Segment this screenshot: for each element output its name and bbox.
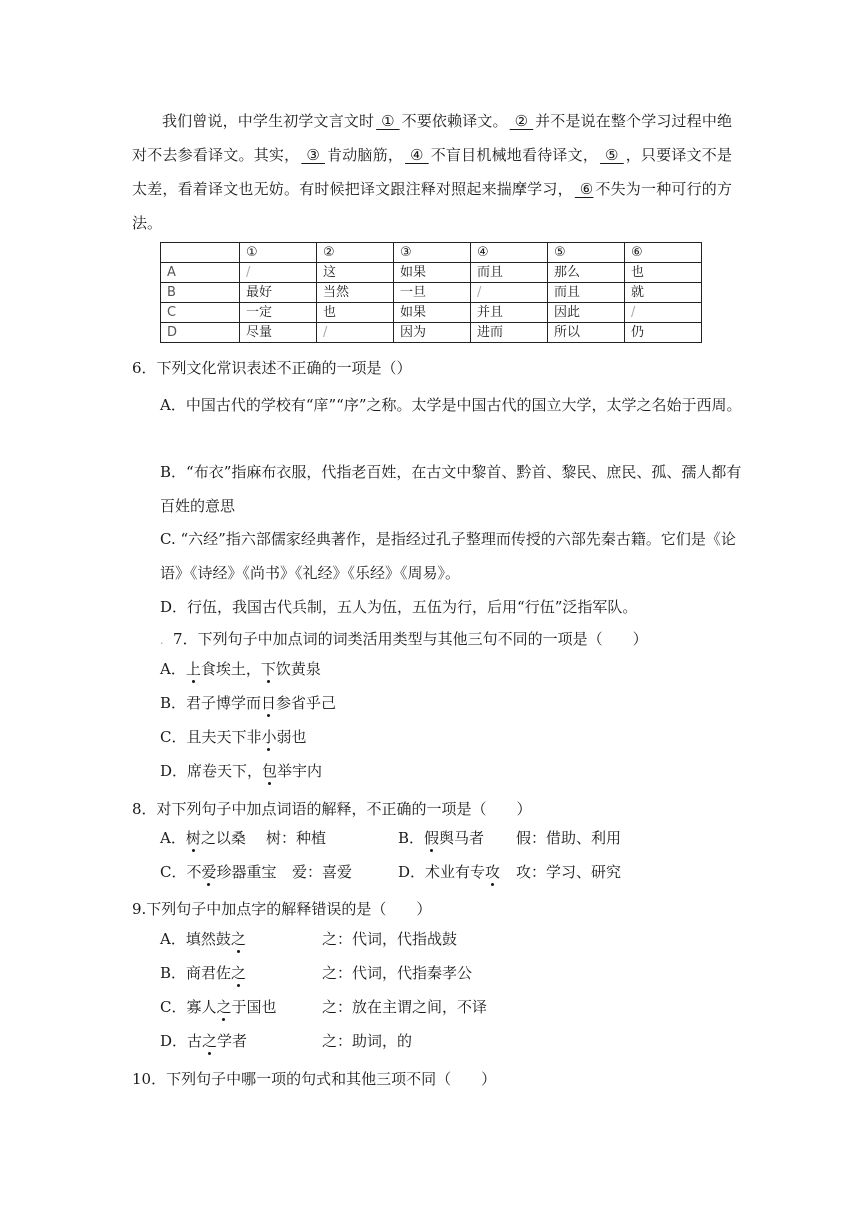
option-text: 饮黄泉	[275, 660, 321, 678]
dotted-word: 之	[231, 964, 247, 982]
table-cell: ③	[394, 243, 471, 263]
table-header-row	[161, 243, 702, 263]
question-9-option-a	[160, 928, 246, 950]
passage-text: 不失为一种可行的方法。	[132, 180, 732, 232]
option-text: D．术业有专	[398, 863, 486, 881]
dotted-word: 小	[261, 728, 277, 746]
option-text: 于国也	[231, 998, 277, 1016]
option-text: 之以桑	[200, 829, 246, 847]
option-text: 学者	[217, 1032, 248, 1050]
table-cell: 也	[317, 303, 394, 323]
blank-5: ⑤	[600, 146, 624, 164]
table-cell: ④	[471, 243, 548, 263]
dotted-word: 日	[261, 694, 277, 712]
question-9-option-c-explanation: 之：放在主谓之间，不译	[322, 998, 488, 1016]
dotted-word: 包	[262, 762, 278, 780]
table-cell: A	[161, 263, 240, 283]
table-cell: /	[317, 323, 394, 343]
blank-1: ①	[376, 112, 400, 130]
table-cell: ②	[317, 243, 394, 263]
question-7-option-b	[160, 692, 336, 714]
dotted-word: 树	[185, 829, 201, 847]
option-text: B．君子博学而	[160, 694, 262, 712]
dotted-word: 假	[424, 829, 440, 847]
passage-paragraph	[132, 104, 732, 240]
table-cell: 一定	[240, 303, 317, 323]
passage-text: 肯动脑筋，	[327, 146, 404, 164]
option-text: B．商君佐	[160, 964, 232, 982]
option-text: A．	[160, 829, 186, 847]
table-cell: 那么	[548, 263, 625, 283]
blank-3: ③	[301, 146, 325, 164]
blank-6: ⑥	[574, 180, 594, 198]
table-cell: 因为	[394, 323, 471, 343]
question-7-option-a	[160, 658, 321, 680]
question-9-option-d-explanation: 之：助词，的	[322, 1032, 413, 1050]
option-text: 食埃土，	[200, 660, 261, 678]
dotted-word: 爱	[201, 863, 217, 881]
table-cell: 所以	[548, 323, 625, 343]
table-cell: 一旦	[394, 283, 471, 303]
table-cell: /	[240, 263, 317, 283]
option-text: A．	[160, 660, 186, 678]
question-7-option-d	[160, 760, 322, 782]
dotted-word: 之	[230, 930, 246, 948]
table-row	[161, 323, 702, 343]
table-cell: 因此	[548, 303, 625, 323]
question-6-option-c: C. “六经”指六部儒家经典著作，是指经过孔子整理而传授的六部先秦古籍。它们是《论语》《诗经》《尚书》《礼经》《乐经》《周易》。	[160, 530, 736, 582]
table-cell: 而且	[548, 283, 625, 303]
passage-text: 不要依赖译文。	[401, 112, 508, 130]
passage-text: ，只要译文不是太差，看着译文也无妨。有时候把译文跟注释对照起来揣摩学习，	[132, 146, 733, 198]
option-text: C．不	[160, 863, 202, 881]
blank-4: ④	[405, 146, 429, 164]
table-cell: D	[161, 323, 240, 343]
table-cell: 如果	[394, 303, 471, 323]
option-text: A．填然鼓	[160, 930, 231, 948]
option-text: B．	[398, 829, 425, 847]
table-cell: 也	[625, 263, 702, 283]
dotted-word: 上	[185, 660, 201, 678]
options-table	[160, 242, 702, 343]
question-9-option-b	[160, 962, 246, 984]
question-8-option-a-explanation: 树：种植	[266, 829, 327, 847]
table-cell: 如果	[394, 263, 471, 283]
table-cell: 并且	[471, 303, 548, 323]
table-cell	[161, 243, 240, 263]
option-text: 参省乎己	[276, 694, 337, 712]
question-6-stem: 6．下列文化常识表述不正确的一项是（）	[132, 359, 412, 377]
dotted-word: 之	[216, 998, 232, 1016]
option-text: 弱也	[276, 728, 307, 746]
question-8-stem: 8．对下列句子中加点词语的解释，不正确的一项是（ ）	[132, 800, 532, 818]
question-8-option-b-explanation: 假：借助、利用	[516, 829, 622, 847]
table-cell: 仍	[625, 323, 702, 343]
table-cell: ⑤	[548, 243, 625, 263]
option-text: C．且夫天下非	[160, 728, 262, 746]
question-8-option-d	[398, 861, 500, 883]
question-7-stem-text: 7．下列句子中加点词的词类活用类型与其他三句不同的一项是（ ）	[173, 630, 648, 648]
passage-text: 不盲目机械地看待译文，	[430, 146, 599, 164]
question-8-option-c	[160, 861, 277, 883]
passage-text: 我们曾说，中学生初学文言文时	[162, 112, 375, 130]
passage-text: 并不是说在整个学习过程中绝对不去参看译文。其实，	[132, 112, 732, 164]
question-7-option-c	[160, 726, 307, 748]
blank-2: ②	[509, 112, 534, 130]
option-text: D．席卷天下，	[160, 762, 263, 780]
question-9-option-c	[160, 996, 277, 1018]
table-row	[161, 283, 702, 303]
question-8-option-d-explanation: 攻：学习、研究	[516, 863, 622, 881]
table-cell: /	[625, 303, 702, 323]
question-9-option-b-explanation: 之：代词，代指秦孝公	[322, 964, 473, 982]
question-9-stem: 9.下列句子中加点字的解释错误的是（ ）	[132, 900, 432, 918]
option-text: 举宇内	[277, 762, 323, 780]
table-cell: /	[471, 283, 548, 303]
question-6-option-a: A．中国古代的学校有“庠”“序”之称。太学是中国古代的国立大学，太学之名始于西周。	[160, 396, 742, 414]
dotted-word: 之	[202, 1032, 218, 1050]
option-text: D．古	[160, 1032, 203, 1050]
table-cell: 最好	[240, 283, 317, 303]
option-text: 舆马者	[439, 829, 485, 847]
option-text: 珍器重宝	[216, 863, 277, 881]
question-6-option-d: D．行伍，我国古代兵制，五人为伍，五伍为行，后用“行伍”泛指军队。	[160, 598, 638, 616]
question-10-stem: 10．下列句子中哪一项的句式和其他三项不同（ ）	[132, 1070, 497, 1088]
question-6-option-b: B．“布衣”指麻布衣服，代指老百姓，在古文中黎首、黔首、黎民、庶民、孤、孺人都有百姓的意思	[160, 463, 742, 515]
stray-mark: .	[160, 634, 164, 647]
table-cell: 而且	[471, 263, 548, 283]
option-text: C．寡人	[160, 998, 217, 1016]
question-8-option-b	[398, 827, 484, 849]
dotted-word: 攻	[485, 863, 501, 881]
table-cell: ⑥	[625, 243, 702, 263]
table-cell: 这	[317, 263, 394, 283]
table-cell: B	[161, 283, 240, 303]
question-8-option-c-explanation: 爱：喜爱	[292, 863, 353, 881]
table-cell: 进而	[471, 323, 548, 343]
table-row	[161, 263, 702, 283]
table-cell: 尽量	[240, 323, 317, 343]
table-row	[161, 303, 702, 323]
table-cell: C	[161, 303, 240, 323]
table-cell: 当然	[317, 283, 394, 303]
dotted-word: 下	[260, 660, 276, 678]
table-cell: ①	[240, 243, 317, 263]
table-cell: 就	[625, 283, 702, 303]
question-7-stem	[160, 628, 648, 652]
question-9-option-a-explanation: 之：代词，代指战鼓	[322, 930, 458, 948]
question-8-option-a	[160, 827, 246, 849]
question-9-option-d	[160, 1030, 247, 1052]
